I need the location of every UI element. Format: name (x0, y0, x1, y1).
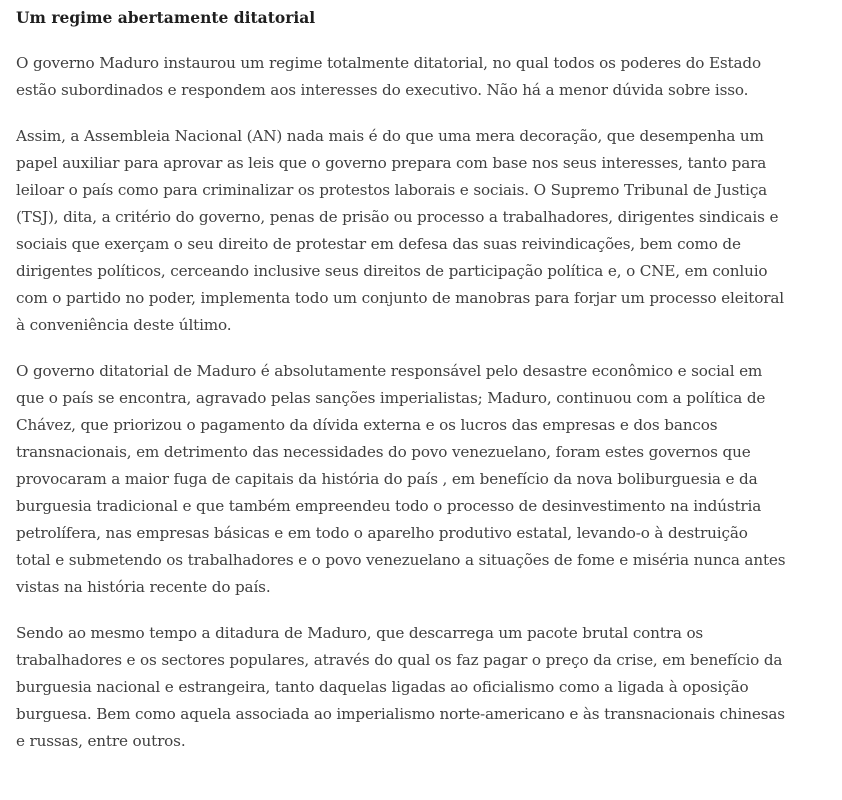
article-body (16, 4, 786, 755)
paragraph-2: Assim, a Assembleia Nacional (AN) nada mais é do que uma mera decoração, que desempenha um papel auxiliar para aprovar as leis que o governo prepara com base nos seus interesses, tanto para leiloar o país como para criminalizar os protestos laborais e sociais. O Supremo Tribunal de Justiça (TSJ), dita, a critério do governo, penas de prisão ou processo a trabalhadores, dirigentes sindicais e sociais que exerçam o seu direito de protestar em defesa das suas reivindicações, bem como de dirigentes políticos, cerceando inclusive seus direitos de participação política e, o CNE, em conluio com o partido no poder, implementa todo um conjunto de manobras para forjar um processo eleitoral à conveniência deste último. (16, 127, 784, 334)
paragraph-3: O governo ditatorial de Maduro é absolutamente responsável pelo desastre econômico e social em que o país se encontra, agravado pelas sanções imperialistas; Maduro, continuou com a política de Chávez, que priorizou o pagamento da dívida externa e os lucros das empresas e dos bancos transnacionais, em detrimento das necessidades do povo venezuelano, foram estes governos que provocaram a maior fuga de capitais da história do país , em benefício da nova boliburguesia e da burguesia tradicional e que também empreendeu todo o processo de desinvestimento na indústria petrolífera, nas empresas básicas e em todo o aparelho produtivo estatal, levando-o à destruição total e submetendo os trabalhadores e o povo venezuelano a situações de fome e miséria nunca antes vistas na história recente do país. (16, 362, 786, 596)
section-heading: Um regime abertamente ditatorial (16, 8, 316, 27)
paragraph-4: Sendo ao mesmo tempo a ditadura de Maduro, que descarrega um pacote brutal contra os trabalhadores e os sectores populares, através do qual os faz pagar o preço da crise, em benefício da burguesia nacional e estrangeira, tanto daquelas ligadas ao oficialismo como a ligada à oposição burguesa. Bem como aquela associada ao imperialismo norte-americano e às transnacionais chinesas e russas, entre outros. (16, 624, 785, 750)
paragraph-1: O governo Maduro instaurou um regime totalmente ditatorial, no qual todos os poderes do Estado estão subordinados e respondem aos interesses do executivo. Não há a menor dúvida sobre isso. (16, 54, 761, 99)
